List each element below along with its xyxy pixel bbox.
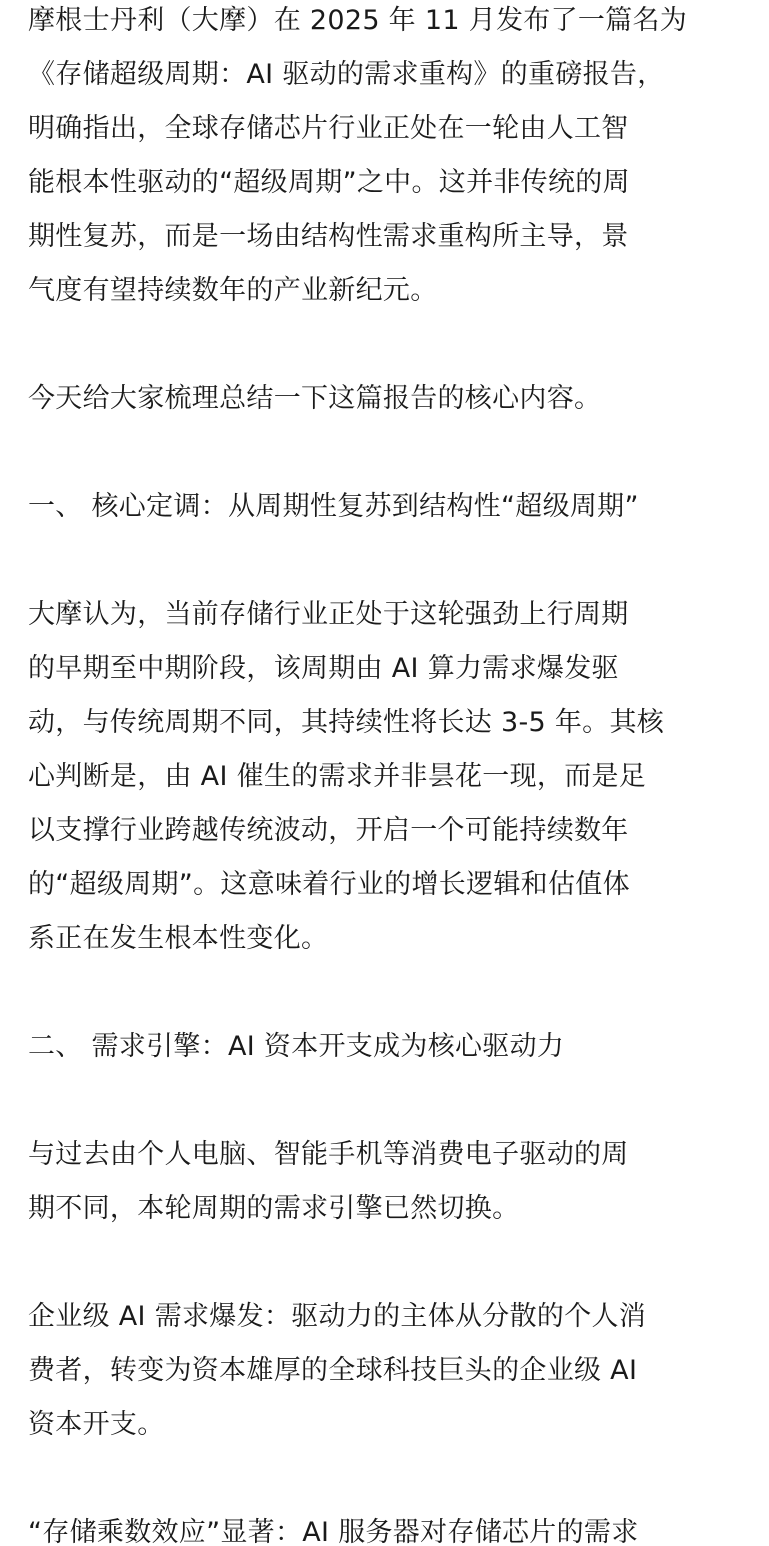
text-line: 明确指出，全球存储芯片行业正处在一轮由人工智 (28, 113, 629, 144)
paragraph-gap (28, 1452, 741, 1506)
paragraph-gap (28, 534, 741, 588)
section-heading-1: 一、 核心定调：从周期性复苏到结构性“超级周期” (28, 491, 639, 522)
text-line: 的“超级周期”。这意味着行业的增长逻辑和估值体 (28, 869, 630, 900)
text-line: 心判断是，由 AI 催生的需求并非昙花一现，而是足 (28, 761, 647, 792)
paragraph-gap (28, 318, 741, 372)
paragraph-gap (28, 1074, 741, 1128)
paragraph-gap (28, 966, 741, 1020)
text-line: 今天给大家梳理总结一下这篇报告的核心内容。 (28, 383, 602, 414)
paragraph-summary (28, 372, 741, 426)
text-line: 企业级 AI 需求爆发：驱动力的主体从分散的个人消 (28, 1301, 647, 1332)
paragraph-core-view (28, 588, 741, 966)
text-line: 期不同，本轮周期的需求引擎已然切换。 (28, 1193, 520, 1224)
text-line: 大摩认为，当前存储行业正处于这轮强劲上行周期 (28, 599, 629, 630)
section-heading-2: 二、 需求引擎：AI 资本开支成为核心驱动力 (28, 1031, 565, 1062)
text-line: 与过去由个人电脑、智能手机等消费电子驱动的周 (28, 1139, 629, 1170)
text-line: 资本开支。 (28, 1409, 165, 1440)
paragraph-enterprise-ai (28, 1290, 741, 1452)
paragraph-gap (28, 1236, 741, 1290)
paragraph-gap (28, 426, 741, 480)
paragraph-intro (28, 0, 741, 318)
text-line: 《存储超级周期：AI 驱动的需求重构》的重磅报告， (28, 59, 665, 90)
paragraph-storage-multiplier (28, 1506, 741, 1546)
text-line: 的早期至中期阶段，该周期由 AI 算力需求爆发驱 (28, 653, 619, 684)
text-line: 期性复苏，而是一场由结构性需求重构所主导，景 (28, 221, 629, 252)
text-line: 系正在发生根本性变化。 (28, 923, 329, 954)
text-line: 费者，转变为资本雄厚的全球科技巨头的企业级 AI (28, 1355, 638, 1386)
text-line: 动，与传统周期不同，其持续性将长达 3-5 年。其核 (28, 707, 665, 738)
text-line: 能根本性驱动的“超级周期”之中。这并非传统的周 (28, 167, 630, 198)
paragraph-demand-shift (28, 1128, 741, 1236)
text-line: 以支撑行业跨越传统波动，开启一个可能持续数年 (28, 815, 629, 846)
text-line: “存储乘数效应”显著：AI 服务器对存储芯片的需求 (28, 1517, 639, 1546)
text-line: 摩根士丹利（大摩）在 2025 年 11 月发布了一篇名为 (28, 5, 688, 36)
text-line: 气度有望持续数年的产业新纪元。 (28, 275, 438, 306)
